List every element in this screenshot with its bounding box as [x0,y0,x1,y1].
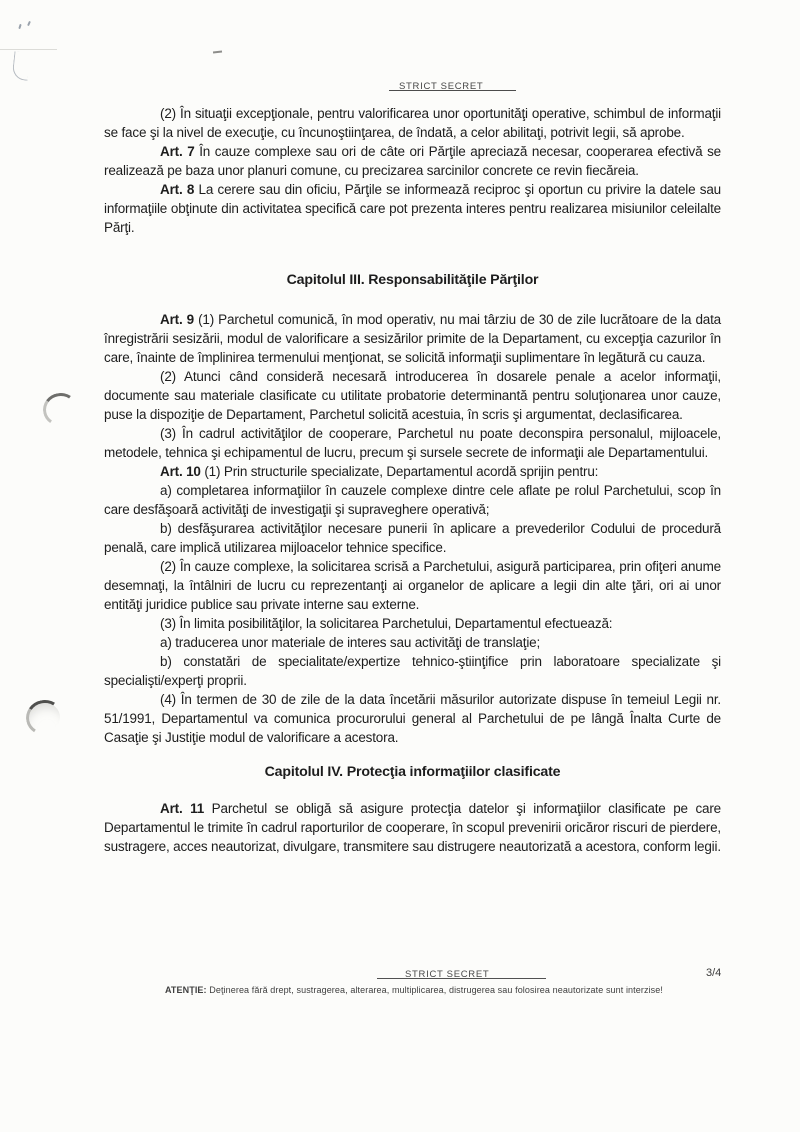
punch-hole-arc-bottom [23,697,66,739]
paragraph-art-10-1 [104,462,721,481]
paragraph-art-11 [104,799,721,856]
paragraph-text: (2) Atunci când consideră necesară introducerea în dosarele penale a acelor informaţii, documente sau materiale clasificate cu utilitate probatorie determinantă pentru soluţionarea unor cauze, puse la dispoziţie de Departament, Parchetul solicită acestuia, în scris şi argumentat, declasificarea. [104,369,721,422]
scan-speck-artifact [213,51,222,54]
paragraph-art-10-3b [104,652,721,690]
punch-hole-arc-top [40,390,80,429]
article-number: Art. 9 [160,312,194,327]
paragraph-art-9-3 [104,424,721,462]
paragraph-art-9-2 [104,367,721,424]
page-number: 3/4 [706,967,722,979]
paragraph-text: În cauze complexe sau ori de câte ori Părţile apreciază necesar, cooperarea efectivă se realizează pe baza unor planuri comune, cu precizarea sarcinilor concrete ce revin fiecăreia. [104,144,721,178]
paragraph-art-10-3 [104,614,721,633]
paragraph-art-10-4 [104,690,721,747]
pen-mark-artifact [18,24,21,29]
chapter-4-heading: Capitolul IV. Protecţia informaţiilor clasificate [264,764,561,780]
paragraph-art-9-1 [104,310,721,367]
paragraph-art-7 [104,142,721,180]
paragraph-art-10-1b [104,519,721,557]
paragraph-text: b) constatări de specialitate/expertize tehnico-ştiinţifice prin laboratoare specializate şi specialişti/experţi proprii. [104,654,721,688]
paragraph-text: a) traducerea unor materiale de interes sau activităţi de translaţie; [160,635,541,650]
classification-text: STRICT SECRET [405,969,490,980]
article-number: Art. 10 [160,464,201,479]
paragraph-text: b) desfăşurarea activităţilor necesare punerii în aplicare a prevederilor Codului de procedură penală, care implică utilizarea mijloacelor tehnice specifice. [104,521,721,555]
paragraph-alin-2 [104,104,721,142]
article-number: Art. 8 [160,182,195,197]
paragraph-text: (4) În termen de 30 de zile de la data încetării măsurilor autorizate dispuse în temeiul Legii nr. 51/1991, Departamentul va comunica procurorului general al Parchetului de pe lângă Înalta Curte de Casaţie şi Justiţie modul de valorificare a acestora. [104,692,721,745]
pen-mark-artifact [27,21,31,26]
classification-banner-bottom [405,969,489,980]
paragraph-text: (2) În cauze complexe, la solicitarea scrisă a Parchetului, asigură participarea, prin ofiţeri anume desemnaţi, la întâlniri de lucru cu reprezentanţi ai organelor de aplicare a legii din alte ţări, ori ai unor entităţi juridice publice sau private interne sau externe. [104,559,721,612]
article-number: Art. 11 [160,801,205,816]
document-body [104,104,721,856]
paragraph-text: (3) În cadrul activităţilor de cooperare, Parchetul nu poate deconspira personalul, mijloacele, metodele, tehnica şi echipamentul de lucru, precum şi sursele secrete de informaţii ale Departamentului. [104,426,721,460]
handwriting-stroke-artifact [12,51,31,81]
warning-label: ATENŢIE: [165,985,207,995]
paragraph-art-10-3a [104,633,721,652]
paragraph-art-10-2 [104,557,721,614]
paragraph-art-10-1a [104,481,721,519]
paragraph-text: a) completarea informaţiilor în cauzele complexe dintre cele aflate pe rolul Parchetului, scop în care desfăşoară activităţi de investigaţii şi supraveghere operativă; [104,483,721,517]
paragraph-text: La cerere sau din oficiu, Părţile se informează reciproc şi oportun cu privire la datele sau informaţiile obţinute din activitatea specifică care pot prezenta interes pentru realizarea misiunilor celeilalte Părţi. [104,182,721,235]
paragraph-text: Parchetul se obligă să asigure protecţia datelor şi informaţiilor clasificate pe care Departamentul le trimite în cadrul raporturilor de cooperare, în scopul prevenirii oricăror riscuri de pierdere, sustragere, acces neautorizat, divulgare, transmitere sau distrugere neautorizată a acestora, conform legii. [104,801,722,854]
classification-banner-top [399,81,483,92]
paragraph-text: (3) În limita posibilităţilor, la solicitarea Parchetului, Departamentul efectuează: [160,616,613,631]
footer-warning [0,985,800,995]
paragraph-text: (2) În situaţii excepţionale, pentru valorificarea unor oportunităţi operative, schimbul de informaţii se face şi la nivel de execuţie, cu încunoştiinţarea, de îndată, a celor abilitaţi, potrivit legii, să aprobe. [104,106,721,140]
paragraph-text: (1) Parchetul comunică, în mod operativ, nu mai târziu de 30 de zile lucrătoare de la data înregistrării sesizării, modul de valorificare a sesizărilor primite de la Departament, cu excepţia cazurilor în care, înainte de împlinirea termenului menţionat, se solicită informaţii suplimentare în legătură cu cauza. [104,312,721,365]
paragraph-art-8 [104,180,721,237]
article-number: Art. 7 [160,144,195,159]
classification-text: STRICT SECRET [399,81,484,92]
scan-edge-line-artifact [0,49,57,50]
warning-text: Deţinerea fără drept, sustragerea, alterarea, multiplicarea, distrugerea sau folosirea neautorizate sunt interzise! [206,985,663,995]
chapter-3-heading: Capitolul III. Responsabilităţile Părţilor [286,272,539,288]
paragraph-text: (1) Prin structurile specializate, Departamentul acordă sprijin pentru: [200,464,599,479]
